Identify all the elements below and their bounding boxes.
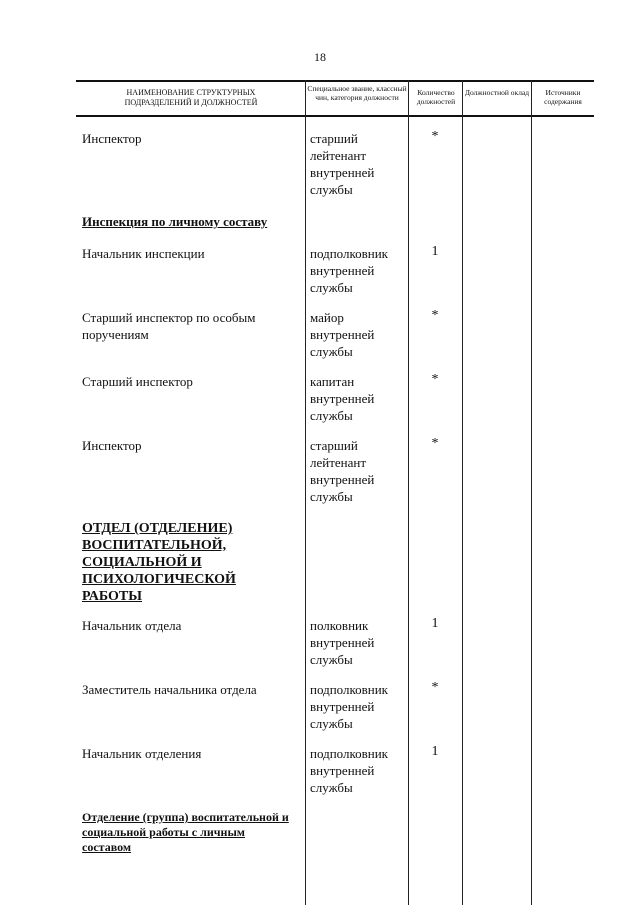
- section-heading: Инспекция по личному составу: [82, 214, 268, 229]
- position-quantity: 1: [431, 244, 439, 259]
- position-name: Старший инспектор: [82, 374, 193, 389]
- column-divider: [531, 80, 532, 905]
- section-heading: Отделение (группа) воспитательной и социальной работы с личным составом: [82, 810, 289, 854]
- position-quantity: *: [431, 436, 439, 451]
- position-rank: подполковник внутренней службы: [310, 746, 388, 795]
- position-rank: полковник внутренней службы: [310, 618, 375, 667]
- position-quantity: 1: [431, 616, 439, 631]
- position-name: Начальник отделения: [82, 746, 202, 761]
- page-number: 18: [314, 50, 326, 64]
- header-source: Источники содержания: [544, 88, 582, 106]
- position-name: Заместитель начальника отдела: [82, 682, 257, 697]
- section-heading: ОТДЕЛ (ОТДЕЛЕНИЕ) ВОСПИТАТЕЛЬНОЙ, СОЦИАЛЬНОЙ И ПСИХОЛОГИЧЕСКОЙ РАБОТЫ: [82, 521, 236, 604]
- position-name: Старший инспектор по особым поручениям: [82, 310, 256, 342]
- position-name: Инспектор: [82, 131, 142, 146]
- position-rank: подполковник внутренней службы: [310, 682, 388, 731]
- position-quantity: *: [431, 372, 439, 387]
- position-name: Инспектор: [82, 438, 142, 453]
- position-name: Начальник инспекции: [82, 246, 205, 261]
- position-quantity: *: [431, 680, 439, 695]
- position-rank: старший лейтенант внутренней службы: [310, 438, 375, 504]
- staff-table: [76, 80, 594, 905]
- column-divider: [408, 80, 409, 905]
- table-header-rule: [76, 115, 594, 117]
- header-rank: Специальное звание, классный чин, категория должности: [307, 84, 407, 102]
- column-divider: [305, 80, 306, 905]
- column-divider: [462, 80, 463, 905]
- header-quantity: Количество должностей: [416, 88, 456, 106]
- position-quantity: 1: [431, 744, 439, 759]
- position-name: Начальник отдела: [82, 618, 182, 633]
- position-rank: старший лейтенант внутренней службы: [310, 131, 375, 197]
- position-quantity: *: [431, 129, 439, 144]
- position-quantity: *: [431, 308, 439, 323]
- table-top-rule: [76, 80, 594, 82]
- header-salary: Должностной оклад: [464, 88, 530, 97]
- position-rank: подполковник внутренней службы: [310, 246, 388, 295]
- position-rank: майор внутренней службы: [310, 310, 375, 359]
- position-rank: капитан внутренней службы: [310, 374, 375, 423]
- header-name: НАИМЕНОВАНИЕ СТРУКТУРНЫХ ПОДРАЗДЕЛЕНИЙ И ДОЛЖНОСТЕЙ: [124, 88, 258, 107]
